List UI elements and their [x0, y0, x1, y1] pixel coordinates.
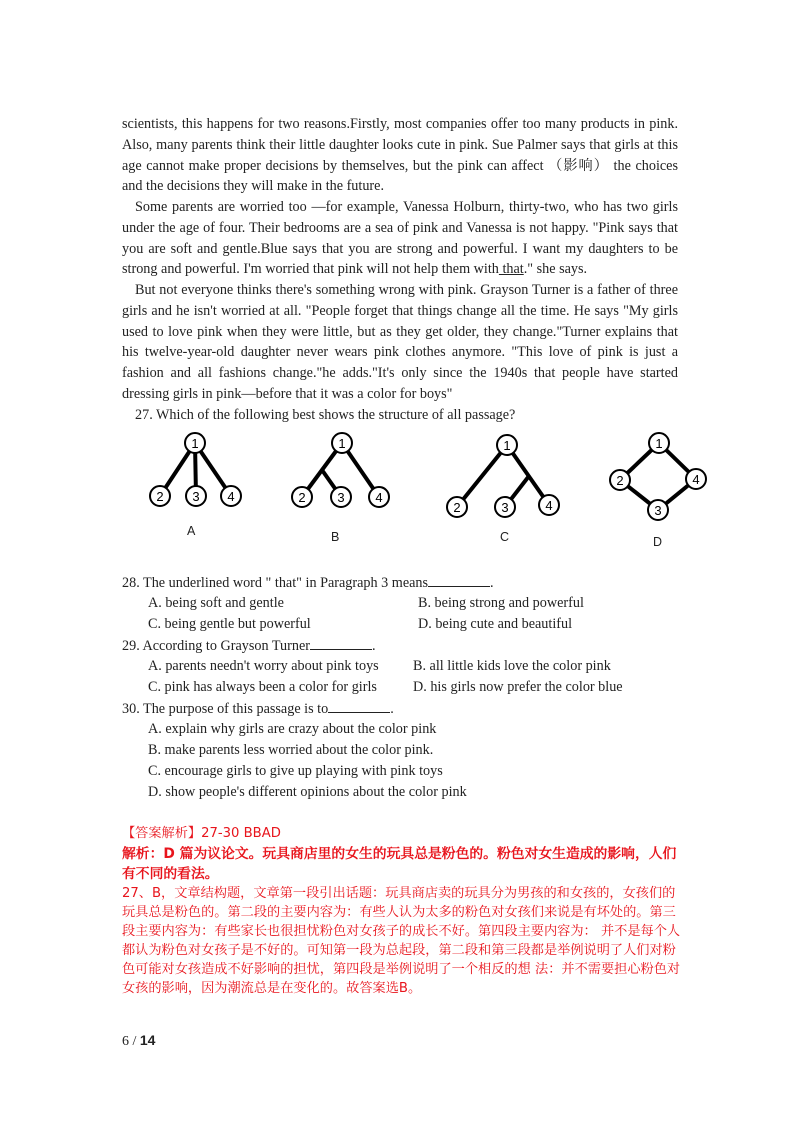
q29-option-d: D. his girls now prefer the color blue — [413, 679, 623, 695]
question-30-text: 30. The purpose of this passage is to — [122, 701, 329, 717]
q28-option-b: B. being strong and powerful — [418, 595, 584, 611]
paragraph-2-text: Some parents are worried too —for example, Vanessa Holburn, thirty-two, who has two girls under the age of four. Their bedrooms are a sea of pink and Vanessa is not happy. "Pink says that you are soft and gentle.Blue says that you are strong and powerful. I want my daughters to be strong and powerful. I'm worried that pink will not help them with — [122, 199, 678, 278]
question-27-stem: 27. Which of the following best shows the structure of all passage? — [135, 407, 516, 423]
paragraph-2-end: ." she says. — [523, 261, 588, 278]
node-label: 1 — [191, 436, 199, 451]
page-number — [122, 1032, 155, 1050]
question-29-stem — [122, 635, 376, 656]
q30-option-d: D. show people's different opinions about the color pink — [148, 784, 467, 800]
answer-blank — [428, 572, 490, 587]
node-label: 4 — [692, 472, 700, 487]
diagram-c — [442, 430, 567, 525]
node-label: 3 — [654, 503, 662, 518]
question-28-text: 28. The underlined word " that" in Paragraph 3 means — [122, 575, 429, 591]
node-label: 3 — [337, 490, 345, 505]
q30-option-c: C. encourage girls to give up playing with pink toys — [148, 763, 443, 779]
q28-option-c: C. being gentle but powerful — [148, 616, 311, 632]
q29-option-a: A. parents needn't worry about pink toys — [148, 658, 379, 674]
diagram-d — [600, 428, 715, 528]
question-29-end: . — [371, 638, 376, 654]
q29-option-b: B. all little kids love the color pink — [413, 658, 611, 674]
total-pages: 14 — [139, 1032, 156, 1048]
node-label: 2 — [298, 490, 306, 505]
q30-option-a: A. explain why girls are crazy about the color pink — [148, 721, 437, 737]
answer-blank — [310, 635, 372, 650]
question-28-end: . — [490, 575, 494, 591]
q28-option-a: A. being soft and gentle — [148, 595, 284, 611]
option-letter-b: B — [331, 530, 340, 544]
current-page: 6 — [122, 1034, 129, 1049]
q29-option-c: C. pink has always been a color for girls — [148, 679, 377, 695]
diagram-d-diamond — [600, 428, 715, 528]
diagram-a — [140, 428, 250, 518]
question-30-stem — [122, 698, 394, 719]
node-label: 2 — [156, 489, 164, 504]
page-separator: / — [129, 1034, 140, 1049]
answer-detail: 27、B，文章结构题，文章第一段引出话题：玩具商店卖的玩具分为男孩的和女孩的，女孩们的玩具总是粉色的。第二段的主要内容为：有些人认为太多的粉色对女孩们来说是有坏处的。第三段主要内容为：有些家长也很担忧粉色对女孩子的成长不好。第四段主要内容为： 并不是每个人都认为粉色对女孩子是不好的。可知第一段为总起段，第二段和第三段都是举例说明了人们对粉色可能对女孩造成不好影响的担忧，第四段是举例说明了一个相反的想 法：并不需要担心粉色对女孩的影响，因为潮流总是在变化的。故答案选B。 — [122, 886, 681, 996]
node-label: 1 — [503, 438, 511, 453]
diagram-b — [287, 428, 397, 518]
node-label: 3 — [501, 500, 509, 515]
q30-option-b: B. make parents less worried about the color pink. — [148, 742, 434, 758]
node-label: 4 — [375, 490, 383, 505]
paragraph-3: But not everyone thinks there's something wrong with pink. Grayson Turner is a father of three girls and he isn't worried at all. "People forget that things change all the time. He says "My girls used to love pink when they were little, but as they get older, they change."Turner explains that his twelve-year-old daughter never wears pink clothes anymore. "This love of pink is just a fashion and all fashions change."he adds."It's only since the 1940s that people have started dressing girls in pink—before that it was a color for boys" — [122, 282, 678, 402]
diagram-b-tree — [287, 428, 397, 518]
node-label: 1 — [655, 436, 663, 451]
q28-option-d: D. being cute and beautiful — [418, 616, 573, 632]
question-29-text: 29. According to Grayson Turner — [122, 638, 310, 654]
node-label: 1 — [338, 436, 346, 451]
underlined-that: that — [498, 261, 524, 278]
answer-summary: 解析：D 篇为议论文。玩具商店里的女生的玩具总是粉色的。粉色对女生造成的影响，人们有不同的看法。 — [122, 846, 677, 882]
node-label: 4 — [227, 489, 235, 504]
answer-blank — [328, 698, 390, 713]
node-label: 2 — [616, 473, 624, 488]
diagram-a-tree — [140, 428, 250, 518]
paragraph-2 — [122, 197, 678, 280]
option-letter-a: A — [187, 524, 196, 538]
answer-heading: 【答案解析】27-30 BBAD — [122, 826, 281, 841]
option-letter-c: C — [500, 530, 510, 544]
option-letter-d: D — [653, 535, 663, 549]
question-28-stem — [122, 572, 494, 593]
question-30-end: . — [390, 701, 394, 717]
node-label: 3 — [192, 489, 200, 504]
node-label: 2 — [453, 500, 461, 515]
diagram-c-tree — [442, 430, 567, 525]
paragraph-1: scientists, this happens for two reasons.Firstly, most companies offer too many products in pink. Also, many parents think their little daughter looks cute in pink. Sue Palmer says that girls at this age cannot make proper decisions by themselves, but the pink can affect （影响） the choices and the decisions they will make in the future. — [122, 116, 678, 195]
node-label: 4 — [545, 498, 553, 513]
